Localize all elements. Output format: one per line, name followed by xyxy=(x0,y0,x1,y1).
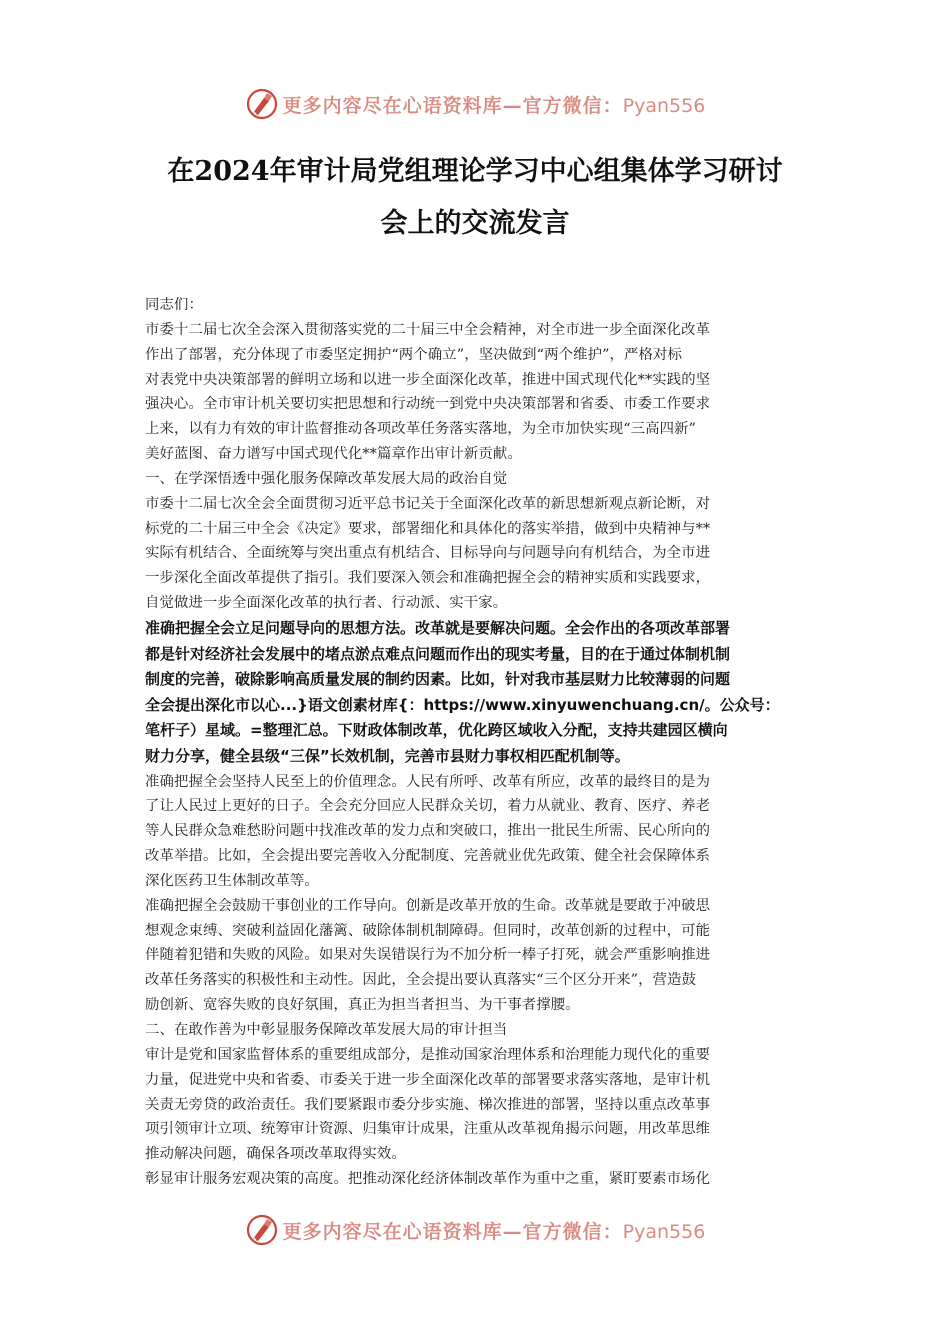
body-line: 同志们： xyxy=(145,297,203,313)
title-line-1: 在2024年审计局党组理论学习中心组集体学习研讨 xyxy=(167,156,783,187)
body-line: 推动解决问题，确保各项改革取得实效。 xyxy=(145,1146,406,1163)
wechat-id: Pyan556 xyxy=(622,1220,706,1243)
bold-body-line: 财力分享，健全县级“三保”长效机制，完善市县财力事权相匹配机制等。 xyxy=(145,746,630,765)
body-line: 市委十二届七次全会深入贯彻落实党的二十届三中全会精神，对全市进一步全面深化改革 xyxy=(145,321,711,338)
wechat-id: Pyan556 xyxy=(622,94,706,117)
body-line: 市委十二届七次全会全面贯彻习近平总书记关于全面深化改革的新思想新观点新论断，对 xyxy=(145,495,711,512)
body-line: 自觉做进一步全面深化改革的执行者、行动派、实干家。 xyxy=(145,595,508,612)
pen-nib-logo-icon xyxy=(245,1213,279,1247)
bold-body-line: 准确把握全会立足问题导向的思想方法。改革就是要解决问题。全会作出的各项改革部署 xyxy=(145,618,731,637)
body-line: 标党的二十届三中全会《决定》要求，部署细化和具体化的落实举措，做到中央精神与** xyxy=(145,520,711,537)
body-line: 了让人民过上更好的日子。全会充分回应人民群众关切，着力从就业、教育、医疗、养老 xyxy=(145,798,711,815)
body-line: 美好蓝图、奋力谱写中国式现代化**篇章作出审计新贡献。 xyxy=(145,446,522,463)
title-line-2: 会上的交流发言 xyxy=(380,208,570,239)
bold-body-line: 笔杆子）星域。=整理汇总。下财政体制改革，优化跨区域收入分配，支持共建园区横向 xyxy=(145,721,728,740)
body-line: 作出了部署，充分体现了市委坚定拥护“两个确立”，坚决做到“两个维护”，严格对标 xyxy=(145,346,683,363)
body-line: 一步深化全面改革提供了指引。我们要深入领会和准确把握全会的精神实质和实践要求， xyxy=(145,570,711,587)
bold-body-line: 制度的完善，破除影响高质量发展的制约因素。比如，针对我市基层财力比较薄弱的问题 xyxy=(145,670,731,689)
pen-nib-logo-icon xyxy=(245,87,279,121)
body-line: 审计是党和国家监督体系的重要组成部分，是推动国家治理体系和治理能力现代化的重要 xyxy=(145,1046,711,1063)
body-line: 彰显审计服务宏观决策的高度。把推动深化经济体制改革作为重中之重，紧盯要素市场化 xyxy=(145,1171,711,1188)
body-line: 伴随着犯错和失败的风险。如果对失误错误行为不加分析一棒子打死，就会严重影响推进 xyxy=(145,947,711,964)
body-line: 上来，以有力有效的审计监督推动各项改革任务落实落地，为全市加快实现“三高四新” xyxy=(145,421,697,438)
footer-banner xyxy=(0,1210,950,1250)
bold-body-line: 都是针对经济社会发展中的堵点淤点难点问题而作出的现实考量，目的在于通过体制机制 xyxy=(145,644,731,663)
body-line: 深化医药卫生体制改革等。 xyxy=(145,872,319,889)
body-line: 励创新、宽容失败的良好氛围，真正为担当者担当、为干事者撑腰。 xyxy=(145,997,580,1014)
body-line: 关责无旁贷的政治责任。我们要紧跟市委分步实施、梯次推进的部署，坚持以重点改革事 xyxy=(145,1096,711,1113)
body-line: 准确把握全会鼓励干事创业的工作导向。创新是改革开放的生命。改革就是要敢于冲破思 xyxy=(145,897,711,914)
banner-text: 更多内容尽在心语资料库—官方微信：Pyan556 xyxy=(282,94,706,117)
body-line: 力量，促进党中央和省委、市委关于进一步全面深化改革的部署要求落实落地，是审计机 xyxy=(145,1071,711,1088)
bold-body-line: 全会提出深化市以心...}语文创素材库{：https://www.xinyuwenchuang.cn/。公众号： xyxy=(145,695,780,714)
document-title xyxy=(100,146,850,250)
body-line: 对表党中央决策部署的鲜明立场和以进一步全面深化改革，推进中国式现代化**实践的坚 xyxy=(145,371,711,388)
body-line: 实际有机结合、全面统筹与突出重点有机结合、目标导向与问题导向有机结合，为全市进 xyxy=(145,545,711,562)
body-line: 准确把握全会坚持人民至上的价值理念。人民有所呼、改革有所应，改革的最终目的是为 xyxy=(145,773,711,790)
header-banner xyxy=(0,84,950,124)
body-line: 强决心。全市审计机关要切实把思想和行动统一到党中央决策部署和省委、市委工作要求 xyxy=(145,396,711,413)
body-line: 想观念束缚、突破利益固化藩篱、破除体制机制障碍。但同时，改革创新的过程中，可能 xyxy=(145,922,711,939)
body-line: 等人民群众急难愁盼问题中找准改革的发力点和突破口，推出一批民生所需、民心所向的 xyxy=(145,823,711,840)
document-body xyxy=(145,293,810,1192)
section-heading: 一、在学深悟透中强化服务保障改革发展大局的政治自觉 xyxy=(145,470,508,487)
body-line: 改革任务落实的积极性和主动性。因此，全会提出要认真落实“三个区分开来”，营造鼓 xyxy=(145,972,697,989)
banner-text: 更多内容尽在心语资料库—官方微信：Pyan556 xyxy=(282,1220,706,1243)
body-line: 改革举措。比如，全会提出要完善收入分配制度、完善就业优先政策、健全社会保障体系 xyxy=(145,848,711,865)
section-heading: 二、在敢作善为中彰显服务保障改革发展大局的审计担当 xyxy=(145,1021,508,1038)
body-line: 项引领审计立项、统筹审计资源、归集审计成果，注重从改革视角揭示问题，用改革思维 xyxy=(145,1121,711,1138)
